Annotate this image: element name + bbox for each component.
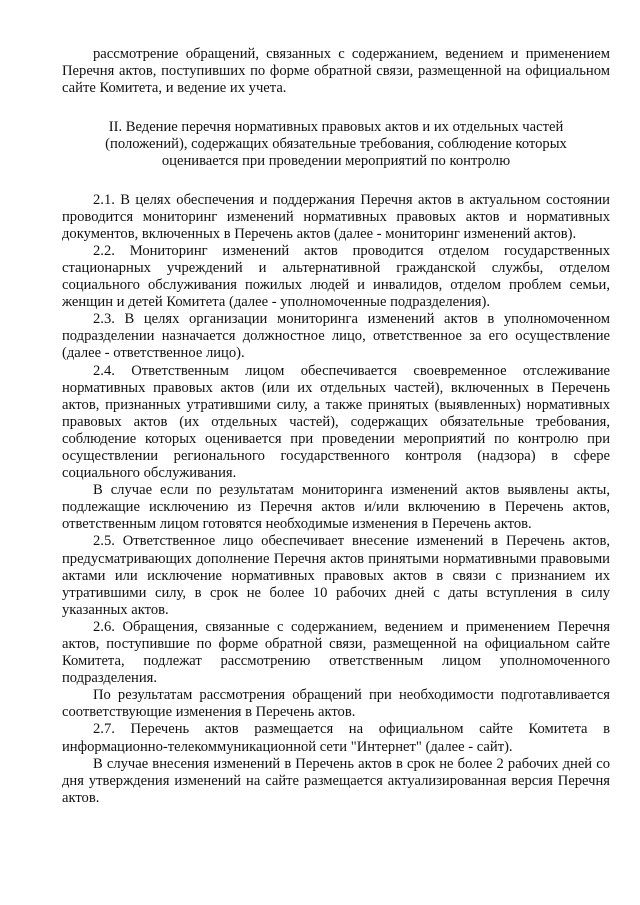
section-heading <box>62 119 610 170</box>
document-page <box>62 46 610 807</box>
paragraph-2-4-cont: В случае если по результатам мониторинга изменений актов выявлены акты, подлежащие исключению из Перечня актов и/или включению в Перечень актов, ответственным лицом готовятся необходимые изменения в Перечень актов. <box>62 482 610 533</box>
paragraph-2-5: 2.5. Ответственное лицо обеспечивает внесение изменений в Перечень актов, предусматривающих дополнение Перечня актов принятыми нормативными правовыми актами или исключение нормативных правовых актов в связи с признанием их утратившими силу, в срок не более 10 рабочих дней с даты вступления в силу указанных актов. <box>62 533 610 618</box>
paragraph-2-1: 2.1. В целях обеспечения и поддержания Перечня актов в актуальном состоянии проводится мониторинг изменений нормативных правовых актов и нормативных документов, включенных в Перечень актов (далее - мониторинг изменений актов). <box>62 191 610 242</box>
section-heading-line: оценивается при проведении мероприятий по контролю <box>161 153 511 170</box>
paragraph-2-7-cont: В случае внесения изменений в Перечень актов в срок не более 2 рабочих дней со дня утверждения изменений на сайте размещается актуализированная версия Перечня актов. <box>62 755 610 806</box>
section-heading-line: II. Ведение перечня нормативных правовых актов и их отдельных частей <box>108 119 564 136</box>
intro-paragraph: рассмотрение обращений, связанных с содержанием, ведением и применением Перечня актов, поступивших по форме обратной связи, размещенной на официальном сайте Комитета, и ведение их учета. <box>62 46 610 97</box>
paragraph-2-3: 2.3. В целях организации мониторинга изменений актов в уполномоченном подразделении назначается должностное лицо, ответственное за его осуществление (далее - ответственное лицо). <box>62 311 610 362</box>
section-heading-line: (положений), содержащих обязательные требования, соблюдение которых <box>105 136 567 153</box>
paragraph-2-6-cont: По результатам рассмотрения обращений при необходимости подготавливается соответствующие изменения в Перечень актов. <box>62 687 610 721</box>
paragraph-2-7: 2.7. Перечень актов размещается на официальном сайте Комитета в информационно-телекоммуникационной сети "Интернет" (далее - сайт). <box>62 721 610 755</box>
paragraph-2-4: 2.4. Ответственным лицом обеспечивается своевременное отслеживание нормативных правовых актов (или их отдельных частей), включенных в Перечень актов, признанных утратившими силу, а также принятых (выявленных) нормативных правовых актов (их отдельных частей), содержащих обязательные требования, соблюдение которых оценивается при проведении мероприятий по контролю при осуществлении регионального государственного контроля (надзора) в сфере социального обслуживания. <box>62 362 610 482</box>
paragraph-2-6: 2.6. Обращения, связанные с содержанием, ведением и применением Перечня актов, поступившие по форме обратной связи, размещенной на официальном сайте Комитета, подлежат рассмотрению ответственным лицом уполномоченного подразделения. <box>62 618 610 687</box>
paragraph-2-2: 2.2. Мониторинг изменений актов проводится отделом государственных стационарных учреждений и альтернативной гражданской службы, отделом социального обслуживания пожилых людей и инвалидов, отделом проблем семьи, женщин и детей Комитета (далее - уполномоченные подразделения). <box>62 242 610 311</box>
